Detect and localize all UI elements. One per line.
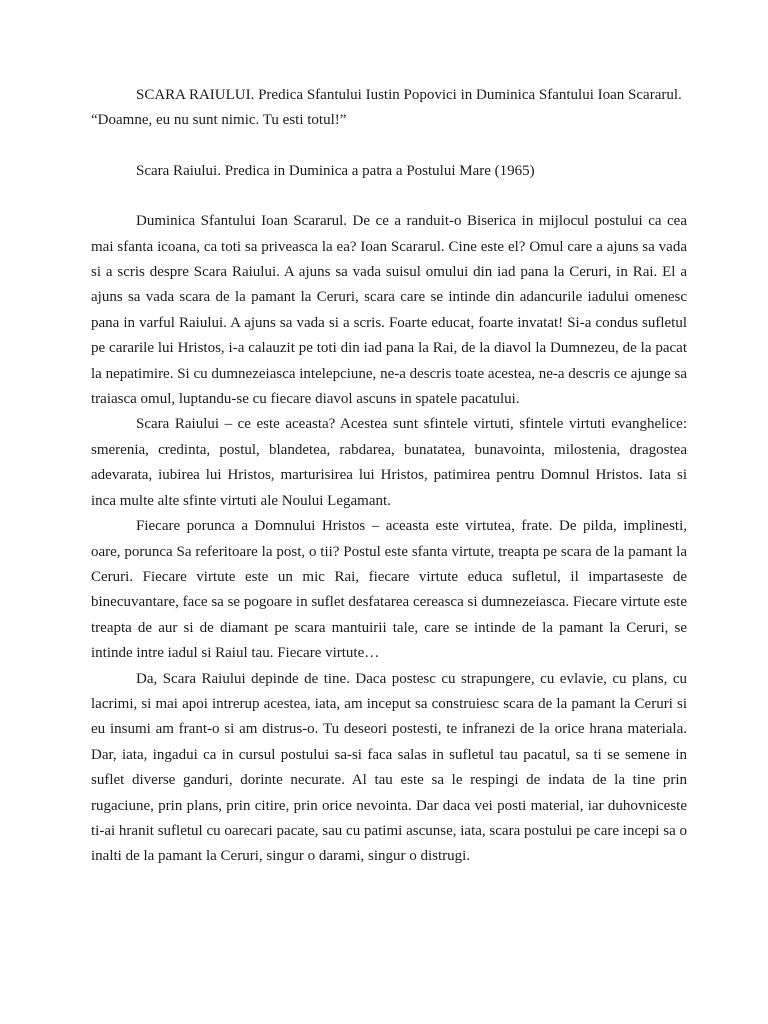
paragraph-4: Da, Scara Raiului depinde de tine. Daca postesc cu strapungere, cu evlavie, cu plans, cu lacrimi, si mai apoi intrerup acestea, iata, am inceput sa construiesc scara de la pamant la Ceruri si eu insumi am frant-o si am distrus-o. Tu deseori postesti, te infranezi de la orice hrana materiala. Dar, iata, ingadui ca in cursul postului sa-si faca salas in sufletul tau pacatul, sa ti se semene in suflet diverse ganduri, dorinte necurate. Al tau este sa le respingi de indata de la tine prin rugaciune, prin plans, prin citire, prin orice nevointa. Dar daca vei posti material, iar duhovniceste ti-ai hranit sufletul cu oarecari pacate, sau cu patimi ascunse, iata, scara postului pe care incepi sa o inalti de la pamant la Ceruri, singur o darami, singur o distrugi. (91, 670, 687, 865)
document-body (91, 83, 687, 870)
paragraph-2: Scara Raiului – ce este aceasta? Acestea sunt sfintele virtuti, sfintele virtuti evanghelice: smerenia, credinta, postul, blandetea, rabdarea, bunatatea, bunavointa, milostenia, dragostea adevarata, iubirea lui Hristos, marturisirea lui Hristos, patimirea pentru Domnul Hristos. Iata si inca multe alte sfinte virtuti ale Noului Legamant. (91, 416, 687, 509)
document-subtitle: Scara Raiului. Predica in Duminica a patra a Postului Mare (1965) (136, 162, 535, 179)
paragraph-1: Duminica Sfantului Ioan Scararul. De ce a randuit-o Biserica in mijlocul postului ca cea mai sfanta icoana, ca toti sa priveasca la ea? Ioan Scararul. Cine este el? Omul care a ajuns sa vada si a scris despre Scara Raiului. A ajuns sa vada suisul omului din iad pana la Ceruri, in Rai. El a ajuns sa vada scara de la pamant la Ceruri, scara care se intinde din adancurile iadului omenesc pana in varful Raiului. A ajuns sa vada si a scris. Foarte educat, foarte invatat! Si-a condus sufletul pe cararile lui Hristos, i-a calauzit pe toti din iad pana la Rai, de la diavol la Dumnezeu, de la pacat la nepatimire. Si cu dumnezeiasca intelepciune, ne-a descris toate acestea, ne-a descris ce ajunge sa traiasca omul, luptandu-se cu fiecare diavol ascuns in spatele pacatului. (91, 213, 687, 408)
paragraph-3: Fiecare porunca a Domnului Hristos – aceasta este virtutea, frate. De pilda, implinesti, oare, porunca Sa referitoare la post, o tii? Postul este sfanta virtute, treapta pe scara de la pamant la Ceruri. Fiecare virtute este un mic Rai, fiecare virtute educa sufletul, il impartaseste de binecuvantare, face sa se pogoare in suflet desfatarea cereasca si dumnezeiasca. Fiecare virtute este treapta de aur si de diamant pe scara mantuirii tale, care se intinde de la pamant la Ceruri, se intinde intre iadul si Raiul tau. Fiecare virtute… (91, 518, 687, 662)
document-title: SCARA RAIULUI. Predica Sfantului Iustin Popovici in Duminica Sfantului Ioan Scararul. “Doamne, eu nu sunt nimic. Tu esti totul!” (91, 87, 682, 129)
